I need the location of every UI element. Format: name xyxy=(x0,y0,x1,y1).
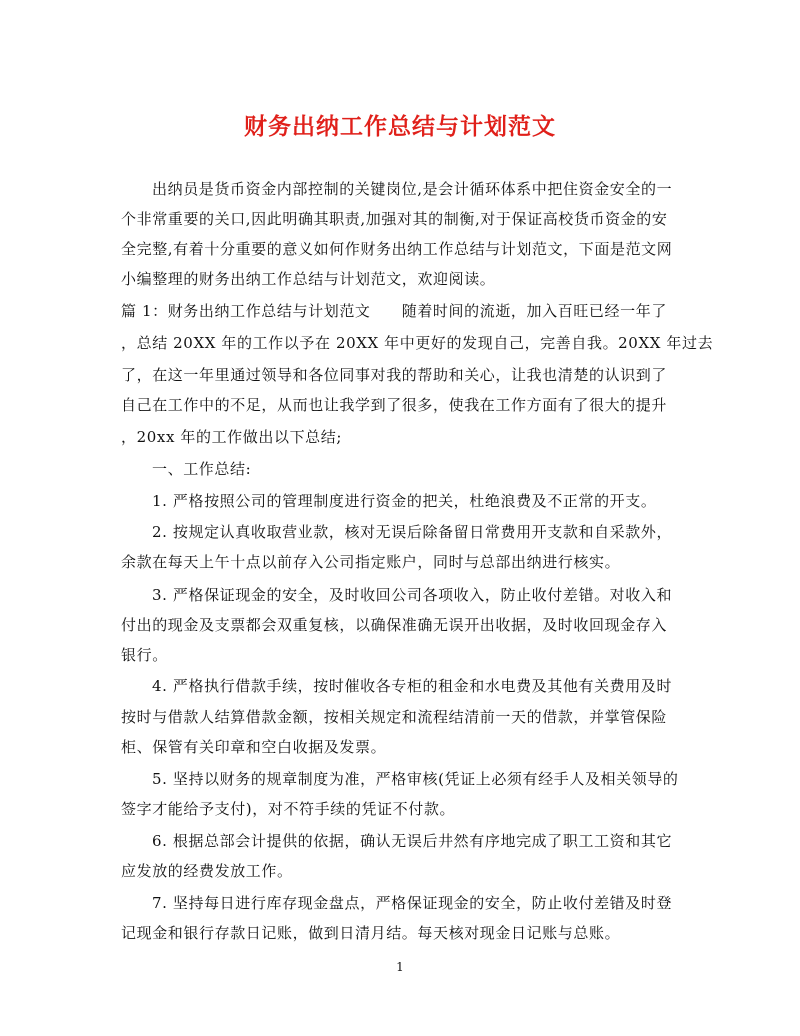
list-item-line: 余款在每天上午十点以前存入公司指定账户，同时与总部出纳进行核实。 xyxy=(121,553,621,571)
list-item-line: 记现金和银行存款日记账，做到日清月结。每天核对现金日记账与总账。 xyxy=(121,924,621,942)
list-item-line: 签字才能给予支付)，对不符手续的凭证不付款。 xyxy=(121,800,456,818)
list-item-line: 5. 坚持以财务的规章制度为准，严格审核(凭证上必须有经手人及相关领导的 xyxy=(152,770,679,788)
list-item-line: 7. 坚持每日进行库存现金盘点，严格保证现金的安全，防止收付差错及时登 xyxy=(152,894,673,912)
list-item-line: 付出的现金及支票都会双重复核，以确保准确无误开出收据，及时收回现金存入 xyxy=(121,616,668,634)
paragraph-line: 全完整,有着十分重要的意义如何作财务出纳工作总结与计划范文，下面是范文网 xyxy=(121,240,673,258)
list-item-line: 6. 根据总部会计提供的依据，确认无误后井然有序地完成了职工工资和其它 xyxy=(152,832,673,850)
paragraph-line: ，总结 20XX 年的工作以予在 20XX 年中更好的发现自己，完善自我。20XX 年过去 xyxy=(121,334,714,352)
paragraph-line: 个非常重要的关口,因此明确其职责,加强对其的制衡,对于保证高校货币资金的安 xyxy=(121,210,668,228)
paragraph-line: 小编整理的财务出纳工作总结与计划范文，欢迎阅读。 xyxy=(121,270,496,288)
list-item-line: 银行。 xyxy=(121,646,168,664)
list-item-line: 3. 严格保证现金的安全，及时收回公司各项收入，防止收付差错。对收入和 xyxy=(152,586,673,604)
list-item-line: 1. 严格按照公司的管理制度进行资金的把关，杜绝浪费及不正常的开支。 xyxy=(152,492,657,510)
list-item-line: 2. 按规定认真收取营业款，核对无误后除备留日常费用开支款和自采款外， xyxy=(152,523,673,541)
paragraph-line: 自己在工作中的不足，从而也让我学到了很多，使我在工作方面有了很大的提升 xyxy=(121,396,668,414)
section-heading: 一、工作总结: xyxy=(152,460,252,478)
list-item-line: 应发放的经费发放工作。 xyxy=(121,862,293,880)
page-number: 1 xyxy=(396,960,404,974)
list-item-line: 按时与借款人结算借款金额，按相关规定和流程结清前一天的借款，并掌管保险 xyxy=(121,708,668,726)
document-title: 财务出纳工作总结与计划范文 xyxy=(244,113,556,140)
list-item-line: 柜、保管有关印章和空白收据及发票。 xyxy=(121,738,387,756)
paragraph-line: ，20xx 年的工作做出以下总结; xyxy=(121,428,343,446)
paragraph-line: 了，在这一年里通过领导和各位同事对我的帮助和关心，让我也清楚的认识到了 xyxy=(121,366,668,384)
paragraph-line: 出纳员是货币资金内部控制的关键岗位,是会计循环体系中把住资金安全的一 xyxy=(152,180,673,198)
list-item-line: 4. 严格执行借款手续，按时催收各专柜的租金和水电费及其他有关费用及时 xyxy=(152,677,673,695)
paragraph-line: 篇 1：财务出纳工作总结与计划范文 随着时间的流逝，加入百旺已经一年了 xyxy=(121,302,667,320)
